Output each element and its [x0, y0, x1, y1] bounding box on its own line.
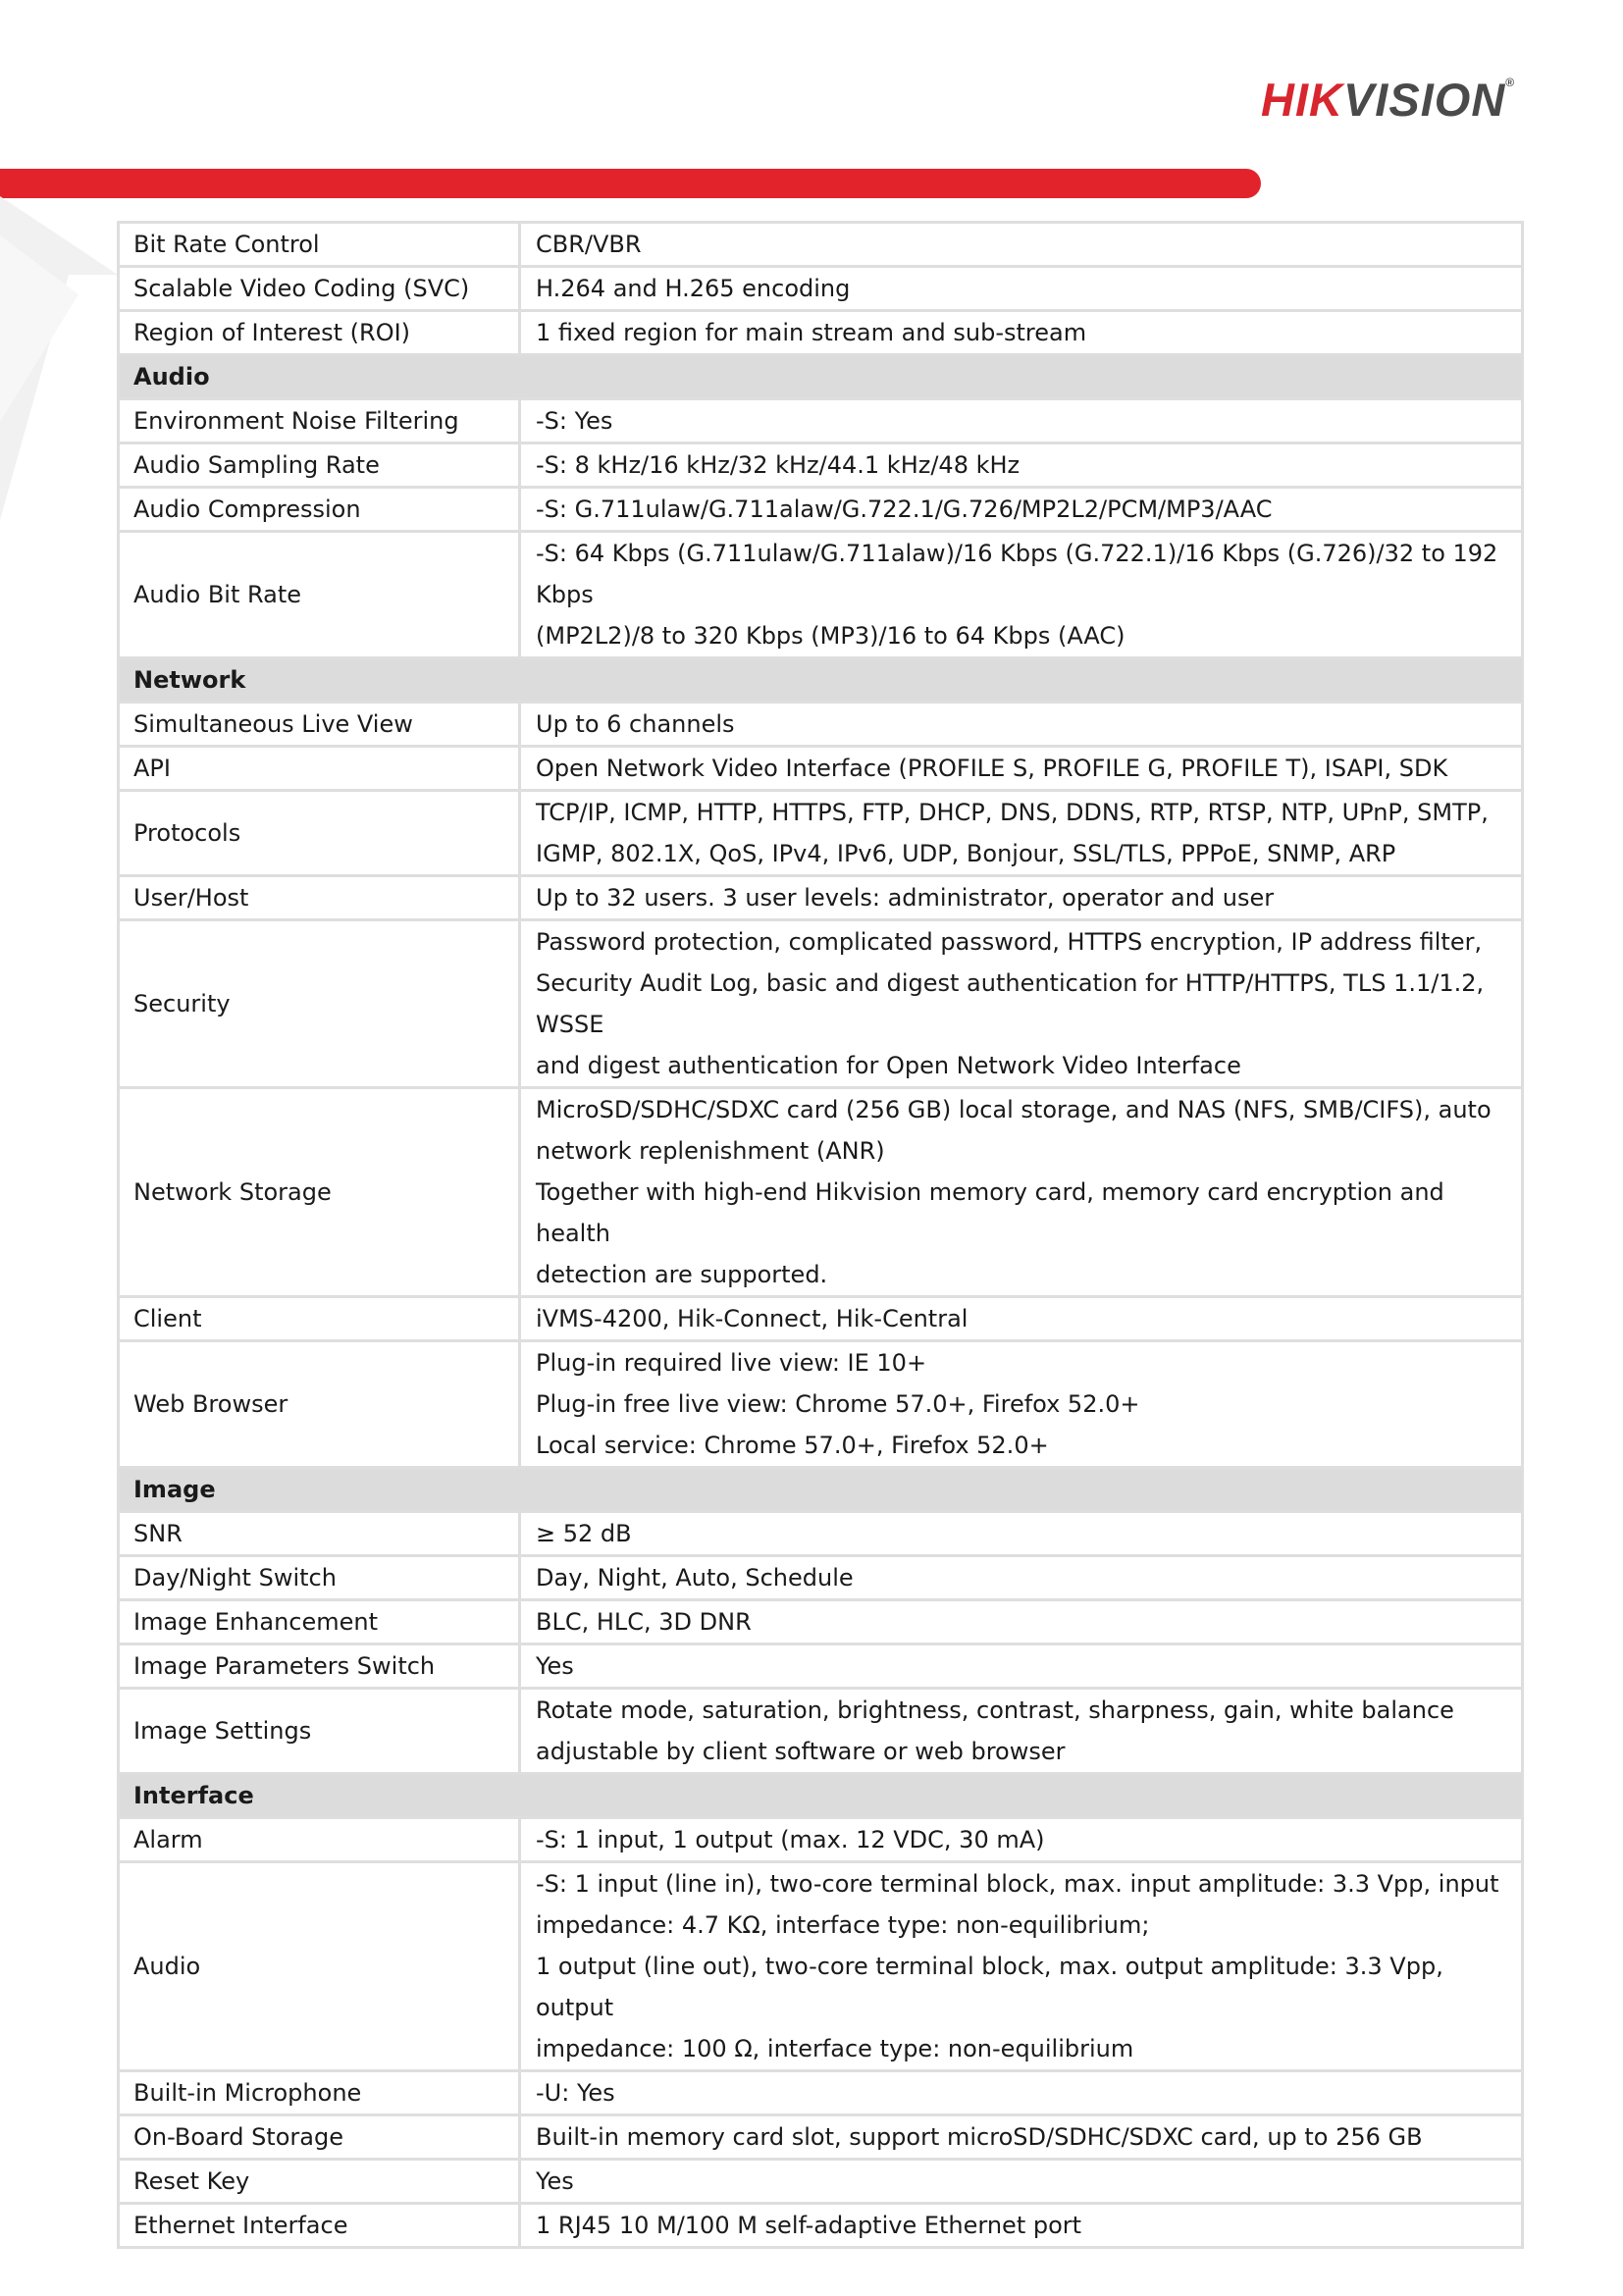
spec-label: Image Enhancement: [119, 1600, 520, 1644]
spec-value-line: Up to 32 users. 3 user levels: administrator, operator and user: [536, 884, 1275, 912]
spec-value: [520, 2204, 1523, 2248]
spec-label: Reset Key: [119, 2160, 520, 2204]
spec-label: Ethernet Interface: [119, 2204, 520, 2248]
table-row: [119, 791, 1523, 876]
spec-value-line: (MP2L2)/8 to 320 Kbps (MP3)/16 to 64 Kbps (AAC): [536, 622, 1126, 650]
table-row: [119, 532, 1523, 658]
spec-value-line: -S: 8 kHz/16 kHz/32 kHz/44.1 kHz/48 kHz: [536, 451, 1021, 479]
spec-value: [520, 311, 1523, 355]
spec-value-line: -S: G.711ulaw/G.711alaw/G.722.1/G.726/MP2L2/PCM/MP3/AAC: [536, 496, 1273, 523]
spec-value-line: -U: Yes: [536, 2079, 615, 2107]
spec-table-body: [119, 223, 1523, 2248]
section-header-row: [119, 658, 1523, 703]
spec-value-line: ≥ 52 dB: [536, 1520, 632, 1547]
section-header-row: [119, 1774, 1523, 1818]
spec-value-line: Built-in memory card slot, support microSD/SDHC/SDXC card, up to 256 GB: [536, 2123, 1423, 2151]
spec-value-line: and digest authentication for Open Network Video Interface: [536, 1052, 1241, 1079]
spec-value: [520, 1644, 1523, 1689]
spec-value: [520, 703, 1523, 747]
spec-value-line: Yes: [536, 2167, 574, 2195]
spec-value: [520, 876, 1523, 920]
section-header-row: [119, 355, 1523, 399]
spec-label: Audio: [119, 1862, 520, 2071]
spec-label: Day/Night Switch: [119, 1556, 520, 1600]
spec-value-line: Rotate mode, saturation, brightness, contrast, sharpness, gain, white balance: [536, 1696, 1454, 1724]
table-row: [119, 920, 1523, 1088]
table-row: [119, 2115, 1523, 2160]
spec-value: [520, 1341, 1523, 1468]
spec-value: [520, 532, 1523, 658]
spec-value-line: CBR/VBR: [536, 231, 642, 258]
spec-value: [520, 223, 1523, 267]
spec-value: [520, 1088, 1523, 1297]
spec-label: Scalable Video Coding (SVC): [119, 267, 520, 311]
table-row: [119, 703, 1523, 747]
spec-value-line: -S: 1 input (line in), two-core terminal block, max. input amplitude: 3.3 Vpp, input: [536, 1870, 1499, 1898]
spec-value: [520, 791, 1523, 876]
spec-value-line: Security Audit Log, basic and digest authentication for HTTP/HTTPS, TLS 1.1/1.2, WSSE: [536, 969, 1485, 1038]
spec-value: [520, 920, 1523, 1088]
table-row: [119, 223, 1523, 267]
spec-value-line: -S: 1 input, 1 output (max. 12 VDC, 30 mA): [536, 1826, 1045, 1853]
spec-value-line: impedance: 4.7 KΩ, interface type: non-equilibrium;: [536, 1911, 1150, 1939]
spec-label: Security: [119, 920, 520, 1088]
spec-label: Built-in Microphone: [119, 2071, 520, 2115]
spec-value-line: Together with high-end Hikvision memory card, memory card encryption and health: [536, 1178, 1444, 1247]
table-row: [119, 1862, 1523, 2071]
spec-label: Alarm: [119, 1818, 520, 1862]
spec-value: [520, 1862, 1523, 2071]
spec-value-line: MicroSD/SDHC/SDXC card (256 GB) local storage, and NAS (NFS, SMB/CIFS), auto: [536, 1096, 1492, 1123]
spec-value-line: adjustable by client software or web browser: [536, 1738, 1066, 1765]
spec-value: [520, 1556, 1523, 1600]
spec-value-line: H.264 and H.265 encoding: [536, 275, 851, 302]
spec-label: Audio Compression: [119, 488, 520, 532]
spec-label: On-Board Storage: [119, 2115, 520, 2160]
section-title: Audio: [119, 355, 1523, 399]
table-row: [119, 399, 1523, 444]
spec-value: [520, 1689, 1523, 1774]
table-row: [119, 1644, 1523, 1689]
spec-label: Audio Bit Rate: [119, 532, 520, 658]
table-row: [119, 876, 1523, 920]
spec-value-line: impedance: 100 Ω, interface type: non-equilibrium: [536, 2035, 1134, 2062]
spec-value-line: iVMS-4200, Hik-Connect, Hik-Central: [536, 1305, 969, 1332]
spec-label: Environment Noise Filtering: [119, 399, 520, 444]
spec-value: [520, 1297, 1523, 1341]
spec-value: [520, 747, 1523, 791]
table-row: [119, 267, 1523, 311]
spec-value: [520, 444, 1523, 488]
table-row: [119, 311, 1523, 355]
spec-label: Simultaneous Live View: [119, 703, 520, 747]
spec-value-line: TCP/IP, ICMP, HTTP, HTTPS, FTP, DHCP, DNS, DDNS, RTP, RTSP, NTP, UPnP, SMTP,: [536, 799, 1489, 826]
spec-value-line: 1 output (line out), two-core terminal block, max. output amplitude: 3.3 Vpp, output: [536, 1953, 1443, 2021]
table-row: [119, 1818, 1523, 1862]
spec-value-line: Local service: Chrome 57.0+, Firefox 52.0+: [536, 1432, 1049, 1459]
spec-label: Region of Interest (ROI): [119, 311, 520, 355]
spec-label: Image Parameters Switch: [119, 1644, 520, 1689]
spec-value-line: detection are supported.: [536, 1261, 828, 1288]
spec-value-line: -S: Yes: [536, 407, 613, 435]
spec-label: Bit Rate Control: [119, 223, 520, 267]
spec-value-line: IGMP, 802.1X, QoS, IPv4, IPv6, UDP, Bonjour, SSL/TLS, PPPoE, SNMP, ARP: [536, 840, 1396, 867]
table-row: [119, 1512, 1523, 1556]
hikvision-logo: [1261, 74, 1516, 126]
spec-value: [520, 2115, 1523, 2160]
spec-value-line: 1 fixed region for main stream and sub-stream: [536, 319, 1087, 346]
spec-value: [520, 2071, 1523, 2115]
spec-label: Image Settings: [119, 1689, 520, 1774]
section-title: Interface: [119, 1774, 1523, 1818]
spec-label: User/Host: [119, 876, 520, 920]
spec-value-line: network replenishment (ANR): [536, 1137, 885, 1165]
spec-value: [520, 1818, 1523, 1862]
spec-label: API: [119, 747, 520, 791]
spec-value-line: BLC, HLC, 3D DNR: [536, 1608, 752, 1636]
spec-value: [520, 488, 1523, 532]
spec-value-line: Password protection, complicated password, HTTPS encryption, IP address filter,: [536, 928, 1483, 956]
spec-label: Protocols: [119, 791, 520, 876]
spec-value: [520, 267, 1523, 311]
spec-value-line: Plug-in free live view: Chrome 57.0+, Firefox 52.0+: [536, 1390, 1140, 1418]
spec-value: [520, 2160, 1523, 2204]
table-row: [119, 2160, 1523, 2204]
spec-label: SNR: [119, 1512, 520, 1556]
table-row: [119, 2071, 1523, 2115]
specification-table: [117, 221, 1524, 2249]
table-row: [119, 444, 1523, 488]
spec-value-line: Yes: [536, 1652, 574, 1680]
spec-value-line: Open Network Video Interface (PROFILE S, PROFILE G, PROFILE T), ISAPI, SDK: [536, 755, 1448, 782]
logo-red-text: HIK: [1261, 74, 1343, 126]
table-row: [119, 1341, 1523, 1468]
spec-value-line: -S: 64 Kbps (G.711ulaw/G.711alaw)/16 Kbps (G.722.1)/16 Kbps (G.726)/32 to 192 Kbps: [536, 540, 1498, 608]
table-row: [119, 1556, 1523, 1600]
table-row: [119, 1297, 1523, 1341]
table-row: [119, 1600, 1523, 1644]
table-row: [119, 1088, 1523, 1297]
spec-label: Audio Sampling Rate: [119, 444, 520, 488]
section-header-row: [119, 1468, 1523, 1512]
spec-value: [520, 399, 1523, 444]
spec-value-line: Day, Night, Auto, Schedule: [536, 1564, 854, 1592]
header-red-bar: [0, 169, 1261, 198]
spec-label: Network Storage: [119, 1088, 520, 1297]
logo-gray-text: VISION: [1342, 74, 1506, 126]
spec-value-line: 1 RJ45 10 M/100 M self-adaptive Ethernet port: [536, 2212, 1082, 2239]
table-row: [119, 488, 1523, 532]
section-title: Image: [119, 1468, 1523, 1512]
registered-mark: ®: [1505, 76, 1516, 89]
decorative-arrow-shape: [0, 196, 128, 530]
section-title: Network: [119, 658, 1523, 703]
spec-label: Client: [119, 1297, 520, 1341]
table-row: [119, 747, 1523, 791]
spec-value: [520, 1512, 1523, 1556]
spec-value-line: Plug-in required live view: IE 10+: [536, 1349, 927, 1377]
spec-value-line: Up to 6 channels: [536, 710, 735, 738]
spec-value: [520, 1600, 1523, 1644]
spec-label: Web Browser: [119, 1341, 520, 1468]
table-row: [119, 2204, 1523, 2248]
table-row: [119, 1689, 1523, 1774]
